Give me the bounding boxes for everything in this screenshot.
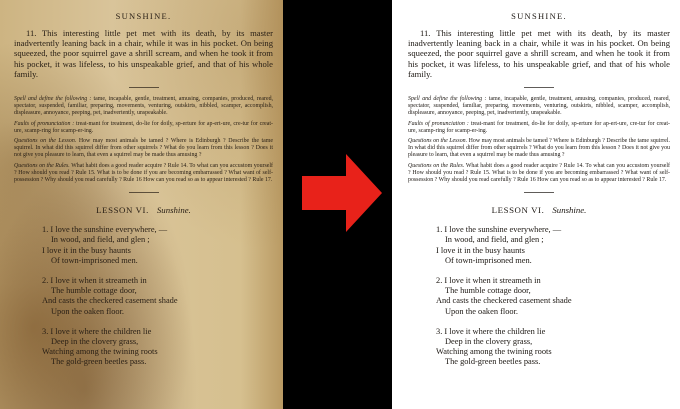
stanza-line: Deep in the clovery grass, xyxy=(445,337,533,347)
spell-intro: Spell and define the following : xyxy=(14,96,92,103)
faults-intro: Faults of pronunciation : xyxy=(14,120,75,127)
faults-text: treat-mant for treatment, do-lie for doily, sp-erture for ap-ert-ure, cre-tur for creat-ure, scamp-ring for scamp-er-ing. xyxy=(14,120,273,134)
lesson-heading xyxy=(14,205,273,215)
rules-intro: Questions on the Rules. xyxy=(14,162,70,169)
stanza-line: Of town-imprisoned men. xyxy=(445,255,532,265)
rules-section xyxy=(408,163,670,185)
stanza-1 xyxy=(436,225,670,266)
faults-text: treat-mant for treatment, do-lie for doily, sp-erture for ap-ert-ure, cre-tur for creat-ure, scamp-ring for scamp-er-ing. xyxy=(408,120,670,134)
stanza-1 xyxy=(42,225,273,266)
stanza-line: 1. I love the sunshine everywhere, — xyxy=(436,225,562,235)
stanza-line: I love it in the busy haunts xyxy=(42,245,131,255)
spell-section xyxy=(408,96,670,118)
stanza-line: The gold-green beetles pass. xyxy=(51,357,147,367)
lesson-title: LESSON VI. xyxy=(96,205,149,216)
faults-section xyxy=(408,121,670,135)
running-header: SUNSHINE. xyxy=(115,11,172,21)
original-page xyxy=(0,0,283,409)
lesson-title: LESSON VI. xyxy=(491,205,545,216)
stanza-2 xyxy=(42,276,273,317)
questions-intro: Questions on the Lesson. xyxy=(408,138,468,145)
stanza-line: And casts the checkered casement shade xyxy=(436,296,572,306)
stanza-line: Of town-imprisoned men. xyxy=(51,255,138,265)
stanza-line: The humble cottage door, xyxy=(445,286,531,296)
questions-section xyxy=(408,138,670,160)
rules-text: What habit does a good reader acquire ? Rule 14. To what can you accustom yourself ? How should you read ? Rule 15. What is to be done if you are becoming embarrassed ? What want of self-possession ? Why should you read carefully ? Rule 16 How can you read so as to appear interested ? Rule 17. xyxy=(14,162,273,184)
stanza-line: Watching among the twining roots xyxy=(42,347,158,357)
stanza-line: Watching among the twining roots xyxy=(436,347,552,357)
spell-intro: Spell and define the following : xyxy=(408,96,487,103)
divider xyxy=(524,87,554,88)
stanza-line: Upon the oaken floor. xyxy=(51,306,125,316)
rules-intro: Questions on the Rules. xyxy=(408,162,465,169)
spell-words: tame, incapable, gentle, treatment, amusing, companies, produced, reared, spectator, suspended, familiar, preparing, movements, venturing, outskirts, nibbled, scamper, accomplish, displeasure, annoyance, peeping, pet, inadvertently, unspeakable. xyxy=(408,96,670,117)
faults-intro: Faults of pronunciation : xyxy=(408,120,469,127)
divider xyxy=(524,192,554,193)
questions-text: How may most animals be tamed ? Where is Edinburgh ? Describe the tame squirrel. In what did this squirrel differ from other squirrels ? What do you learn from this lesson ? Does it not give you pleasure to learn, that even a squirrel may be made thus amusing ? xyxy=(14,138,273,159)
arrow-shape xyxy=(302,154,382,232)
stanza-line: The humble cottage door, xyxy=(51,286,137,296)
rules-text: What habit does a good reader acquire ? Rule 14. To what can you accustom yourself ? How should you read ? Rule 15. What is to be done if you are becoming embarrassed ? What want of self-possession ? Why should you read carefully ? Rule 16 How can you read so as to appear interested ? Rule 17. xyxy=(408,162,670,184)
faults-section xyxy=(14,121,273,135)
stanza-3 xyxy=(436,327,670,368)
rules-section xyxy=(14,163,273,185)
lesson-subtitle: Sunshine. xyxy=(552,205,587,216)
questions-section xyxy=(14,138,273,160)
questions-text: How may most animals be tamed ? Where is Edinburgh ? Describe the tame squirrel. In what did this squirrel differ from other squirrels ? What do you learn from this lesson ? Does it not give you pleasure to learn, that even a squirrel may be made thus amusing ? xyxy=(408,138,670,159)
stanza-3 xyxy=(42,327,273,368)
stanza-line: 1. I love the sunshine everywhere, — xyxy=(42,225,168,235)
stanza-line: 3. I love it where the children lie xyxy=(436,326,546,336)
stanza-line: In wood, and field, and glen ; xyxy=(445,235,544,245)
divider xyxy=(129,87,159,88)
spell-words: tame, incapable, gentle, treatment, amusing, companies, produced, reared, spectator, suspended, familiar, preparing, movements, venturing, outskirts, nibbled, scamper, accomplish, displeasure, annoyance, peeping, pet, inadvertently, unspeakable. xyxy=(14,96,273,117)
stanza-line: Deep in the clovery grass, xyxy=(51,337,139,347)
questions-intro: Questions on the Lesson. xyxy=(14,138,77,145)
paragraph-11: 11. This interesting little pet met with its death, by its master inadvertently leaning back in a chair, while it was in his pocket. On being squeezed, the poor squirrel gave a shrill scream, and when he took it from his pocket, it was lifeless, to his unspeakable grief, and that of his whole family. xyxy=(408,28,670,79)
spell-section xyxy=(14,96,273,118)
stanza-2 xyxy=(436,276,670,317)
lesson-subtitle: Sunshine. xyxy=(156,205,191,216)
stanza-line: Upon the oaken floor. xyxy=(445,306,519,316)
stanza-line: I love it in the busy haunts xyxy=(436,245,525,255)
stanza-line: 2. I love it when it streameth in xyxy=(42,276,147,286)
stanza-line: 3. I love it where the children lie xyxy=(42,326,152,336)
divider xyxy=(129,192,159,193)
lesson-heading xyxy=(408,205,670,215)
stanza-line: And casts the checkered casement shade xyxy=(42,296,178,306)
restored-page xyxy=(392,0,680,409)
stanza-line: In wood, and field, and glen ; xyxy=(51,235,150,245)
paragraph-11: 11. This interesting little pet met with its death, by its master inadvertently leaning back in a chair, while it was in his pocket. On being squeezed, the poor squirrel gave a shrill scream, and when he took it from his pocket, it was lifeless, to his unspeakable grief, and that of his whole family. xyxy=(14,28,273,79)
stanza-line: 2. I love it when it streameth in xyxy=(436,276,541,286)
running-header: SUNSHINE. xyxy=(511,11,567,21)
stanza-line: The gold-green beetles pass. xyxy=(445,357,541,367)
right-arrow-icon xyxy=(300,152,384,234)
